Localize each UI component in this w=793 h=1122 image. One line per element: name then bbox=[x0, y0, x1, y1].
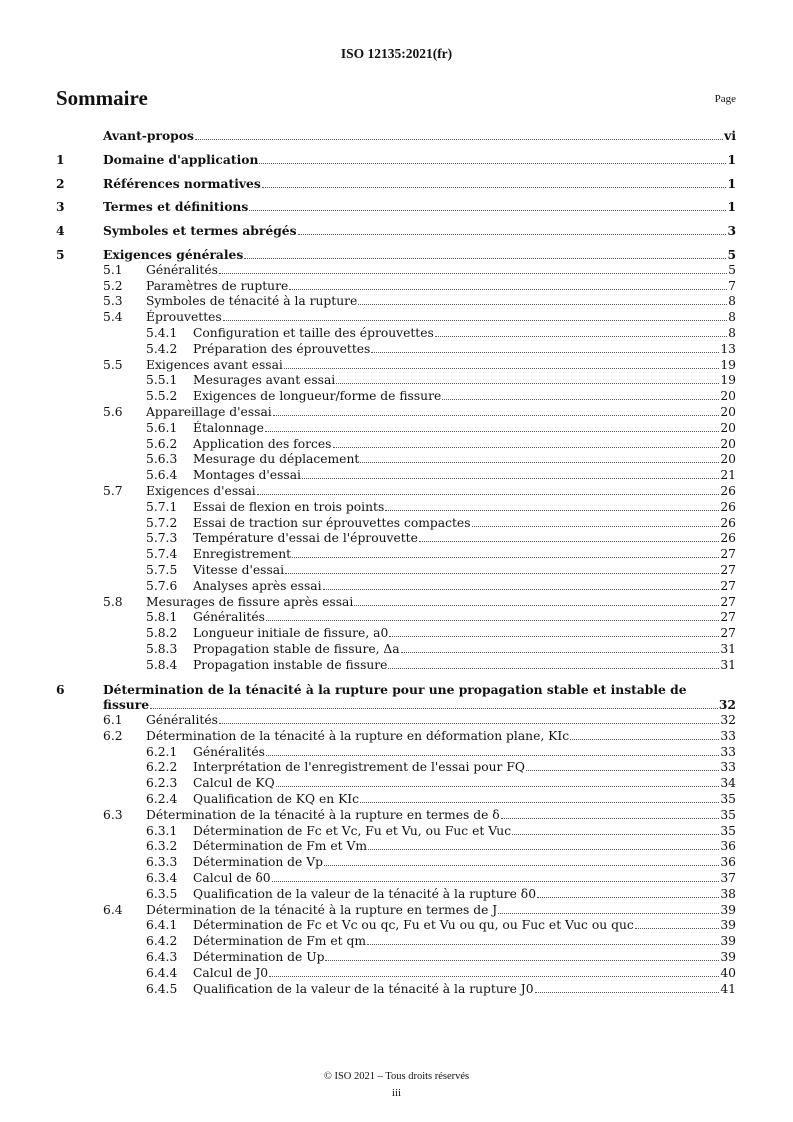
toc-entry-title: Références normatives bbox=[103, 175, 261, 191]
copyright-footer: © ISO 2021 – Tous droits réservés bbox=[323, 1071, 470, 1082]
toc-entry-page: 35 bbox=[720, 823, 736, 838]
toc-entry-title: Généralités bbox=[193, 744, 265, 759]
toc-entry-page: 38 bbox=[720, 886, 736, 901]
toc-entry-title: Appareillage d'essai bbox=[146, 404, 272, 419]
toc-entry-page: 1 bbox=[727, 199, 736, 215]
toc-entry-title: Interprétation de l'enregistrement de l'essai pour FQ bbox=[193, 760, 525, 775]
toc-entry-title: Longueur initiale de fissure, a0 bbox=[193, 626, 389, 641]
toc-entry-number: 6.3.5 bbox=[146, 886, 178, 901]
toc-entry-page: 41 bbox=[720, 981, 736, 996]
toc-entry-number: 6.3.3 bbox=[146, 855, 178, 870]
toc-entry-page: 35 bbox=[720, 807, 736, 822]
document-header: ISO 12135:2021(fr) bbox=[340, 46, 453, 61]
toc-entry-number: 6.2.4 bbox=[146, 792, 178, 807]
dot-leader bbox=[358, 304, 727, 305]
toc-entry-page: 8 bbox=[728, 294, 736, 309]
toc-entry-page: 20 bbox=[720, 452, 736, 467]
dot-leader bbox=[265, 431, 719, 432]
dot-leader bbox=[302, 478, 719, 479]
toc-entry-number: 6.2 bbox=[103, 728, 123, 743]
toc-entry-title: Détermination de Fc et Vc ou qc, Fu et Vu ou qu, ou Fuc et Vuc ou quc bbox=[193, 918, 634, 933]
toc-entry-number: 6.4.1 bbox=[146, 918, 178, 933]
toc-entry-page: 27 bbox=[720, 578, 736, 593]
toc-entry[interactable] bbox=[56, 839, 736, 855]
toc-entry[interactable] bbox=[56, 484, 736, 500]
toc-entry-page: vi bbox=[724, 128, 736, 143]
toc-entry-number: 5.7.1 bbox=[146, 499, 178, 514]
toc-entry-title: Domaine d'application bbox=[103, 151, 259, 167]
toc-entry-number: 5.7.6 bbox=[146, 578, 178, 593]
toc-entry-number: 5.8.4 bbox=[146, 657, 178, 672]
toc-entry[interactable] bbox=[56, 595, 736, 611]
toc-entry-title: Vitesse d'essai bbox=[193, 562, 285, 577]
toc-entry-number: 6.4.4 bbox=[146, 965, 178, 980]
toc-entry[interactable] bbox=[56, 342, 736, 358]
toc-entry[interactable] bbox=[56, 918, 736, 934]
toc-entry-title: Exigences avant essai bbox=[146, 357, 283, 372]
dot-leader bbox=[501, 818, 720, 819]
toc-entry-page: 36 bbox=[720, 839, 736, 854]
dot-leader bbox=[298, 234, 727, 235]
dot-leader bbox=[285, 573, 719, 574]
toc-entry-page: 1 bbox=[727, 175, 736, 191]
dot-leader bbox=[401, 652, 720, 653]
dot-leader bbox=[570, 739, 719, 740]
toc-entry-number: 6.2.3 bbox=[146, 776, 178, 791]
toc-entry[interactable] bbox=[56, 310, 736, 326]
table-of-contents bbox=[56, 128, 736, 997]
dot-leader bbox=[249, 210, 726, 211]
toc-entry-number: 5.6.1 bbox=[146, 420, 178, 435]
toc-entry-number: 6.4.3 bbox=[146, 950, 178, 965]
toc-entry[interactable] bbox=[56, 745, 736, 761]
toc-entry-title: Avant-propos bbox=[103, 128, 194, 143]
dot-leader bbox=[259, 163, 726, 164]
dot-leader bbox=[289, 289, 727, 290]
dot-leader bbox=[266, 620, 719, 621]
dot-leader bbox=[526, 770, 719, 771]
dot-leader bbox=[385, 510, 719, 511]
toc-entry-title: Symboles et termes abrégés bbox=[103, 223, 297, 239]
toc-entry[interactable] bbox=[56, 563, 736, 579]
toc-entry[interactable] bbox=[56, 421, 736, 437]
dot-leader bbox=[389, 636, 719, 637]
toc-entry[interactable] bbox=[56, 934, 736, 950]
toc-entry[interactable] bbox=[56, 824, 736, 840]
toc-entry-number: 6.4 bbox=[103, 902, 123, 917]
toc-entry-title: Détermination de la ténacité à la rupture en termes de δ bbox=[146, 807, 500, 822]
toc-entry-page: 3 bbox=[727, 223, 736, 239]
toc-entry-title: Généralités bbox=[193, 610, 265, 625]
toc-entry-title: Mesurages de fissure après essai bbox=[146, 594, 354, 609]
dot-leader bbox=[244, 258, 726, 259]
toc-entry-number: 5.8.3 bbox=[146, 641, 178, 656]
dot-leader bbox=[354, 605, 719, 606]
dot-leader bbox=[257, 494, 720, 495]
toc-entry[interactable] bbox=[56, 776, 736, 792]
toc-entry[interactable] bbox=[56, 658, 736, 674]
toc-entry-page: 5 bbox=[728, 262, 736, 277]
toc-entry-number: 6.3.4 bbox=[146, 871, 178, 886]
toc-entry-number: 5.3 bbox=[103, 294, 123, 309]
toc-entry-title: Calcul de KQ bbox=[193, 776, 275, 791]
toc-entry-number: 5.7.4 bbox=[146, 547, 178, 562]
dot-leader bbox=[292, 557, 719, 558]
toc-entry-title: Propagation instable de fissure bbox=[193, 657, 388, 672]
toc-entry-title: Détermination de la ténacité à la rupture pour une propagation stable et instable de bbox=[103, 681, 687, 697]
toc-entry-page: 27 bbox=[720, 547, 736, 562]
toc-entry-page: 31 bbox=[720, 641, 736, 656]
toc-entry-number: 6 bbox=[56, 681, 65, 697]
page-column-label: Page bbox=[714, 93, 736, 105]
dot-leader bbox=[219, 273, 727, 274]
toc-entry-number: 5.8.1 bbox=[146, 610, 178, 625]
toc-entry-page: 27 bbox=[720, 610, 736, 625]
toc-entry-title: Détermination de Fm et qm bbox=[193, 934, 367, 949]
toc-entry-title: Essai de traction sur éprouvettes compactes bbox=[193, 515, 471, 530]
toc-entry-number: 6.2.1 bbox=[146, 744, 178, 759]
toc-entry-page: 32 bbox=[720, 713, 736, 728]
toc-entry-number: 5.2 bbox=[103, 278, 123, 293]
dot-leader bbox=[371, 352, 719, 353]
toc-entry[interactable] bbox=[56, 326, 736, 342]
toc-entry-title: Détermination de Vp bbox=[193, 855, 323, 870]
toc-entry-page: 34 bbox=[720, 776, 736, 791]
toc-entry-title: Enregistrement bbox=[193, 547, 292, 562]
toc-entry[interactable] bbox=[56, 966, 736, 982]
toc-entry-page: 20 bbox=[720, 389, 736, 404]
toc-entry[interactable] bbox=[56, 389, 736, 405]
dot-leader bbox=[498, 913, 719, 914]
toc-entry-page: 31 bbox=[720, 657, 736, 672]
toc-entry[interactable] bbox=[56, 358, 736, 374]
toc-entry[interactable] bbox=[56, 516, 736, 532]
toc-entry-page: 27 bbox=[720, 626, 736, 641]
dot-leader bbox=[262, 187, 727, 188]
toc-entry-page: 33 bbox=[720, 760, 736, 775]
toc-entry[interactable] bbox=[56, 547, 736, 563]
toc-entry[interactable] bbox=[56, 500, 736, 516]
toc-entry-number: 6.1 bbox=[103, 713, 123, 728]
toc-entry-page: 26 bbox=[720, 499, 736, 514]
dot-leader bbox=[535, 992, 720, 993]
toc-entry-page: 26 bbox=[720, 515, 736, 530]
toc-entry-page: 7 bbox=[728, 278, 736, 293]
dot-leader bbox=[276, 786, 720, 787]
toc-entry-page: 20 bbox=[720, 404, 736, 419]
toc-entry-number: 6.3.2 bbox=[146, 839, 178, 854]
toc-entry-title: Essai de flexion en trois points bbox=[193, 499, 385, 514]
toc-entry-title: Propagation stable de fissure, Δa bbox=[193, 641, 400, 656]
toc-entry-number: 5.7.3 bbox=[146, 531, 178, 546]
dot-leader bbox=[272, 881, 720, 882]
toc-entry[interactable] bbox=[56, 760, 736, 776]
toc-entry-page: 1 bbox=[727, 151, 736, 167]
toc-entry[interactable] bbox=[56, 579, 736, 595]
dot-leader bbox=[150, 708, 718, 709]
toc-entry[interactable] bbox=[56, 887, 736, 903]
toc-entry-number: 5.7 bbox=[103, 483, 123, 498]
dot-leader bbox=[360, 462, 719, 463]
toc-entry[interactable] bbox=[56, 713, 736, 729]
dot-leader bbox=[284, 368, 720, 369]
toc-entry[interactable] bbox=[56, 792, 736, 808]
toc-entry-title: Détermination de Fc et Vc, Fu et Vu, ou Fuc et Vuc bbox=[193, 823, 512, 838]
toc-entry-number: 5.8 bbox=[103, 594, 123, 609]
dot-leader bbox=[219, 723, 719, 724]
toc-entry-number: 5.6 bbox=[103, 404, 123, 419]
toc-entry-page: 32 bbox=[718, 697, 736, 713]
toc-entry-title: fissure bbox=[103, 697, 150, 713]
toc-entry-title: Calcul de δ0 bbox=[193, 871, 271, 886]
toc-entry-title: Détermination de la ténacité à la rupture en termes de J bbox=[146, 902, 498, 917]
toc-entry[interactable] bbox=[56, 373, 736, 389]
toc-entry-title: Termes et définitions bbox=[103, 199, 249, 215]
toc-entry-number: 6.3 bbox=[103, 807, 123, 822]
toc-entry[interactable] bbox=[56, 903, 736, 919]
toc-entry-title: Préparation des éprouvettes bbox=[193, 341, 371, 356]
toc-entry[interactable] bbox=[56, 176, 736, 192]
toc-entry-page: 27 bbox=[720, 594, 736, 609]
toc-entry[interactable] bbox=[56, 610, 736, 626]
toc-entry-title: Détermination de Up bbox=[193, 950, 325, 965]
page-title: Sommaire bbox=[56, 86, 148, 110]
toc-entry[interactable] bbox=[56, 437, 736, 453]
toc-entry[interactable] bbox=[56, 729, 736, 745]
toc-entry-number: 5.4.1 bbox=[146, 325, 178, 340]
dot-leader bbox=[269, 976, 719, 977]
toc-entry-number: 6.3.1 bbox=[146, 823, 178, 838]
toc-entry[interactable] bbox=[56, 982, 736, 998]
toc-entry[interactable] bbox=[56, 263, 736, 279]
toc-entry-title: Mesurage du déplacement bbox=[193, 452, 360, 467]
dot-leader bbox=[273, 415, 720, 416]
toc-entry-page: 39 bbox=[720, 918, 736, 933]
toc-entry-number: 3 bbox=[56, 199, 65, 215]
toc-entry-number: 6.4.2 bbox=[146, 934, 178, 949]
dot-leader bbox=[336, 383, 719, 384]
dot-leader bbox=[388, 668, 719, 669]
dot-leader bbox=[333, 447, 720, 448]
dot-leader bbox=[635, 928, 720, 929]
toc-entry[interactable] bbox=[56, 855, 736, 871]
toc-entry[interactable] bbox=[56, 531, 736, 547]
toc-entry-title: Qualification de KQ en KIc bbox=[193, 792, 359, 807]
dot-leader bbox=[419, 541, 719, 542]
toc-entry[interactable] bbox=[56, 405, 736, 421]
toc-entry-number: 5.1 bbox=[103, 262, 123, 277]
toc-entry-title: Analyses après essai bbox=[193, 578, 322, 593]
toc-entry-page: 8 bbox=[728, 310, 736, 325]
toc-entry-number: 5.6.4 bbox=[146, 468, 178, 483]
toc-entry-page: 37 bbox=[720, 871, 736, 886]
dot-leader bbox=[367, 944, 719, 945]
toc-entry-number: 2 bbox=[56, 175, 65, 191]
toc-entry-title: Généralités bbox=[146, 713, 218, 728]
dot-leader bbox=[435, 336, 727, 337]
toc-entry-title: Qualification de la valeur de la ténacité à la rupture δ0 bbox=[193, 886, 537, 901]
toc-entry-number: 4 bbox=[56, 223, 65, 239]
dot-leader bbox=[223, 320, 727, 321]
toc-entry[interactable] bbox=[56, 294, 736, 310]
toc-entry-title: Exigences générales bbox=[103, 246, 244, 262]
toc-entry-page: 40 bbox=[720, 965, 736, 980]
dot-leader bbox=[325, 960, 719, 961]
toc-entry-number: 5.5.2 bbox=[146, 389, 178, 404]
toc-entry[interactable] bbox=[56, 152, 736, 168]
toc-entry[interactable] bbox=[56, 223, 736, 239]
toc-entry-number: 5.5.1 bbox=[146, 373, 178, 388]
toc-entry-page: 21 bbox=[720, 468, 736, 483]
toc-entry-title: Détermination de la ténacité à la rupture en déformation plane, KIc bbox=[146, 728, 570, 743]
toc-entry-page: 39 bbox=[720, 934, 736, 949]
toc-entry-page: 26 bbox=[720, 531, 736, 546]
dot-leader bbox=[360, 802, 719, 803]
toc-entry-title: Configuration et taille des éprouvettes bbox=[193, 325, 434, 340]
toc-entry-page: 20 bbox=[720, 436, 736, 451]
toc-entry-title: Généralités bbox=[146, 262, 218, 277]
toc-entry-number: 5.6.2 bbox=[146, 436, 178, 451]
toc-entry-page: 8 bbox=[728, 325, 736, 340]
toc-entry-page: 13 bbox=[720, 341, 736, 356]
toc-entry[interactable] bbox=[56, 871, 736, 887]
toc-entry[interactable] bbox=[56, 950, 736, 966]
toc-entry-title: Calcul de J0 bbox=[193, 965, 269, 980]
toc-entry-title: Exigences d'essai bbox=[146, 483, 256, 498]
toc-entry[interactable] bbox=[56, 128, 736, 144]
toc-entry-page: 33 bbox=[720, 728, 736, 743]
toc-entry-number: 5.6.3 bbox=[146, 452, 178, 467]
toc-entry-number: 1 bbox=[56, 151, 65, 167]
toc-entry-title: Mesurages avant essai bbox=[193, 373, 336, 388]
toc-entry[interactable] bbox=[56, 247, 736, 263]
toc-entry-page: 26 bbox=[720, 483, 736, 498]
toc-entry-title: Symboles de ténacité à la rupture bbox=[146, 294, 358, 309]
toc-entry-title: Montages d'essai bbox=[193, 468, 301, 483]
toc-entry-page: 19 bbox=[720, 373, 736, 388]
toc-entry-title: Température d'essai de l'éprouvette bbox=[193, 531, 418, 546]
toc-entry-title: Qualification de la valeur de la ténacité à la rupture J0 bbox=[193, 981, 534, 996]
toc-entry[interactable] bbox=[56, 682, 736, 714]
toc-entry-number: 5.4.2 bbox=[146, 341, 178, 356]
dot-leader bbox=[442, 399, 719, 400]
toc-entry-page: 39 bbox=[720, 950, 736, 965]
toc-entry-title: Paramètres de rupture bbox=[146, 278, 289, 293]
toc-entry-page: 39 bbox=[720, 902, 736, 917]
dot-leader bbox=[324, 865, 719, 866]
toc-entry[interactable] bbox=[56, 279, 736, 295]
page-number: iii bbox=[391, 1087, 402, 1099]
dot-leader bbox=[266, 755, 719, 756]
toc-entry-page: 19 bbox=[720, 357, 736, 372]
toc-entry-number: 5.4 bbox=[103, 310, 123, 325]
toc-entry-title: Application des forces bbox=[193, 436, 332, 451]
toc-entry[interactable] bbox=[56, 642, 736, 658]
dot-leader bbox=[368, 849, 719, 850]
toc-entry-number: 5.8.2 bbox=[146, 626, 178, 641]
toc-entry-page: 36 bbox=[720, 855, 736, 870]
toc-entry-page: 5 bbox=[727, 246, 736, 262]
toc-entry-number: 6.2.2 bbox=[146, 760, 178, 775]
toc-entry-page: 35 bbox=[720, 792, 736, 807]
toc-entry-number: 5 bbox=[56, 246, 65, 262]
toc-entry-title: Étalonnage bbox=[193, 420, 264, 435]
toc-entry[interactable] bbox=[56, 452, 736, 468]
toc-entry-page: 20 bbox=[720, 420, 736, 435]
dot-leader bbox=[195, 139, 723, 140]
dot-leader bbox=[472, 526, 720, 527]
toc-entry-page: 33 bbox=[720, 744, 736, 759]
toc-entry-page: 27 bbox=[720, 562, 736, 577]
toc-entry-title: Détermination de Fm et Vm bbox=[193, 839, 368, 854]
toc-entry-number: 5.7.2 bbox=[146, 515, 178, 530]
toc-entry[interactable] bbox=[56, 626, 736, 642]
toc-entry-number: 5.7.5 bbox=[146, 562, 178, 577]
toc-entry-title: Exigences de longueur/forme de fissure bbox=[193, 389, 442, 404]
dot-leader bbox=[537, 897, 719, 898]
toc-entry-number: 6.4.5 bbox=[146, 981, 178, 996]
toc-entry[interactable] bbox=[56, 468, 736, 484]
toc-entry-title: Éprouvettes bbox=[146, 310, 222, 325]
dot-leader bbox=[323, 589, 720, 590]
toc-entry-number: 5.5 bbox=[103, 357, 123, 372]
dot-leader bbox=[512, 834, 719, 835]
toc-entry[interactable] bbox=[56, 808, 736, 824]
toc-entry[interactable] bbox=[56, 199, 736, 215]
